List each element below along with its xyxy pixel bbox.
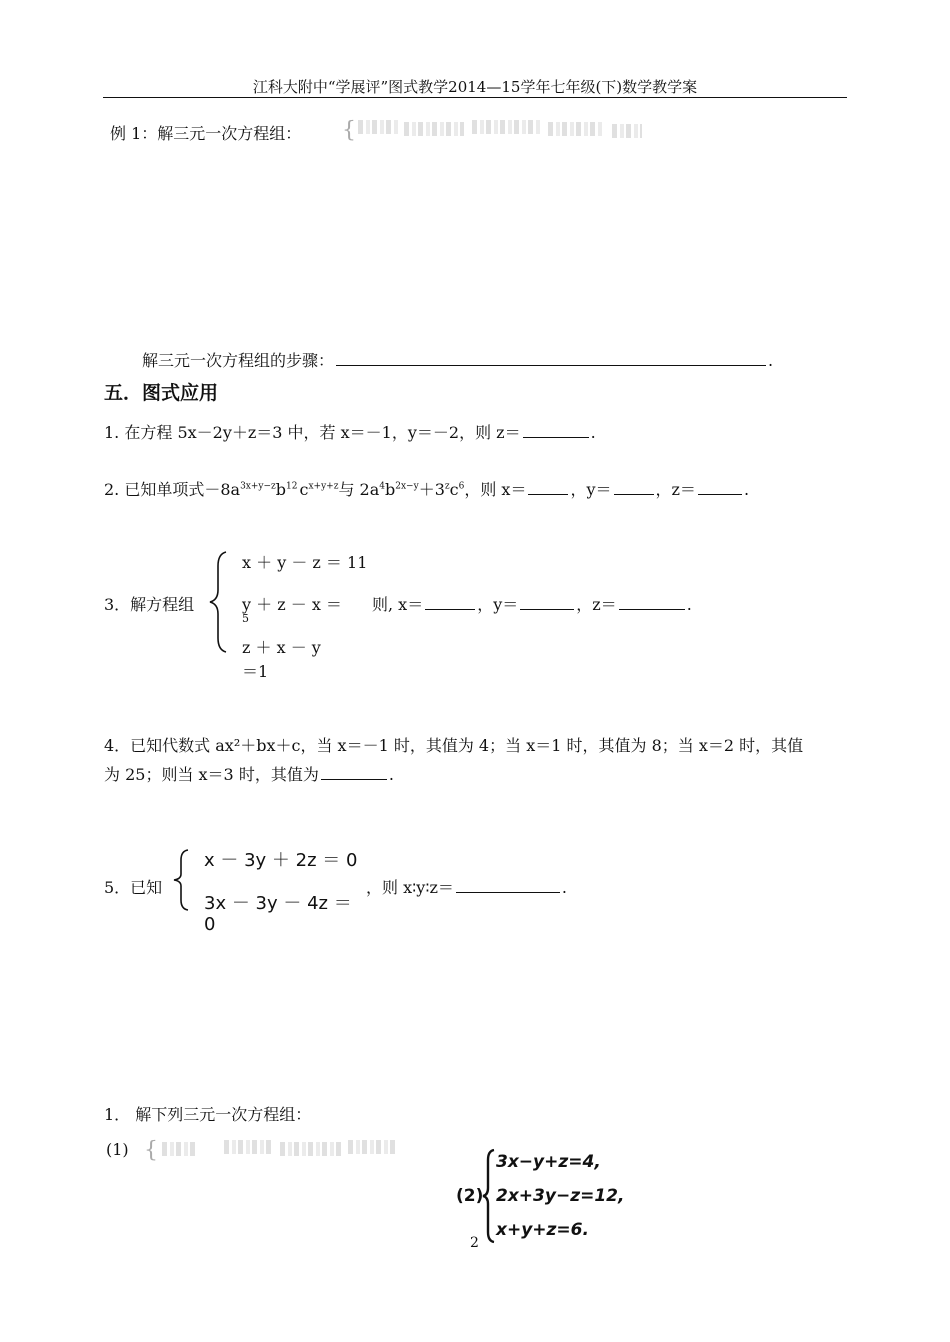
q2-mid: 与 2a xyxy=(338,480,380,499)
q2-exp7: 6 xyxy=(458,481,465,492)
q2-exp6: z xyxy=(444,481,450,492)
q4-line2-text: 为 25；则当 x＝3 时，其值为 xyxy=(104,765,319,784)
practice-2-eq-3: x+y+z=6. xyxy=(496,1220,589,1240)
q2-y-blank[interactable] xyxy=(614,480,654,495)
header-rule xyxy=(103,97,847,98)
practice-1-equation-image: { xyxy=(144,1138,404,1160)
q5-answer-blank[interactable] xyxy=(456,878,560,893)
page-number: 2 xyxy=(470,1235,479,1251)
steps-label: 解三元一次方程组的步骤： xyxy=(142,351,335,370)
q3-z-blank[interactable] xyxy=(619,595,685,610)
q3-equation-1: x ＋ y － z ＝ 11 xyxy=(242,553,368,572)
example-1-label: 例 1：解三元一次方程组： xyxy=(110,124,302,143)
q2-tail: ，则 x＝ xyxy=(464,480,527,499)
steps-prompt: 解三元一次方程组的步骤： . xyxy=(142,351,774,370)
practice-title: 1． 解下列三元一次方程组： xyxy=(104,1105,312,1124)
q2-x-blank[interactable] xyxy=(528,480,568,495)
practice-1-label: (1) xyxy=(106,1140,129,1159)
question-1-blank[interactable] xyxy=(523,423,589,438)
question-1: 1. 在方程 5x－2y＋z＝3 中，若 x＝－1，y＝－2，则 z＝ . xyxy=(104,423,596,442)
q2-z-blank[interactable] xyxy=(698,480,742,495)
question-5-label: 5．已知 xyxy=(104,878,163,897)
q2-exp5: 2x−y xyxy=(395,481,419,492)
q2-plus: ＋3 xyxy=(418,480,445,499)
q3-x-blank[interactable] xyxy=(425,595,475,610)
q3-y-label: ，y＝ xyxy=(477,595,519,614)
q2-y-label: ，y＝ xyxy=(570,480,612,499)
q3-equation-3-cont: ＝1 xyxy=(242,662,269,681)
steps-answer-blank[interactable] xyxy=(336,351,766,366)
question-5-brace xyxy=(170,848,194,912)
question-2: 2. 已知单项式$-8a^{3x+y-z}b^{12}$ $c^{x+y+z}$与 $2a^4b^{2x-y}+3^zc^6$，则 x＝ ，y＝ ，z＝ . xyxy=(104,480,750,499)
q2-exp4: 4 xyxy=(379,481,385,492)
practice-2-system xyxy=(456,1148,636,1244)
q5-equation-1: x － 3y ＋ 2z ＝ 0 xyxy=(204,850,358,871)
q2-exp3: x+y+z xyxy=(308,481,339,492)
question-3-answers: 则, x＝ ，y＝ ，z＝ . xyxy=(372,595,692,614)
q2-lead: 2. 已知单项式－8a xyxy=(104,480,241,499)
question-5-answer: ，则 x∶y∶z＝ . xyxy=(366,878,568,897)
q2-exp2: 12 xyxy=(286,481,298,492)
q3-y-blank[interactable] xyxy=(520,595,574,610)
practice-2-eq-2: 2x+3y−z=12, xyxy=(496,1186,625,1206)
example-1-equation-image: { xyxy=(342,118,642,140)
q3-z-label: ，z＝ xyxy=(576,595,617,614)
q2-c2: c xyxy=(449,480,459,499)
page-header: 江科大附中“学展评”图式教学2014—15学年七年级(下)数学教学案 xyxy=(252,78,698,96)
q3-x-label: 则, x＝ xyxy=(372,595,424,614)
question-4-line-2: 为 25；则当 x＝3 时，其值为 . xyxy=(104,765,394,784)
q2-z-label: ，z＝ xyxy=(655,480,696,499)
question-3-brace xyxy=(206,550,234,654)
question-3-label: 3．解方程组 xyxy=(104,595,195,614)
section-title: 五．图式应用 xyxy=(104,382,219,404)
q2-b2: b xyxy=(385,480,396,499)
q5-ratio-label: ，则 x∶y∶z＝ xyxy=(366,878,454,897)
q5-equation-2-cont: 0 xyxy=(204,914,216,935)
practice-2-eq-1: 3x−y+z=4, xyxy=(496,1152,601,1172)
practice-2-label: (2) xyxy=(456,1186,484,1206)
q5-equation-2: 3x － 3y － 4z ＝ xyxy=(204,893,352,914)
question-1-text: 1. 在方程 5x－2y＋z＝3 中，若 x＝－1，y＝－2，则 z＝ xyxy=(104,423,521,442)
q2-b: b xyxy=(275,480,287,499)
q2-exp1: 3x+y−z xyxy=(240,481,276,492)
q2-c: c xyxy=(299,480,309,499)
question-4-line-1: 4．已知代数式 ax²＋bx＋c，当 x＝－1 时，其值为 4；当 x＝1 时，其值为 8；当 x＝2 时，其值 xyxy=(104,736,804,755)
q3-equation-3: z ＋ x － y xyxy=(242,638,321,657)
q4-answer-blank[interactable] xyxy=(321,765,387,780)
q3-equation-2-cont: 5 xyxy=(242,612,249,625)
q3-equation-2: y ＋ z － x ＝ xyxy=(242,595,342,614)
